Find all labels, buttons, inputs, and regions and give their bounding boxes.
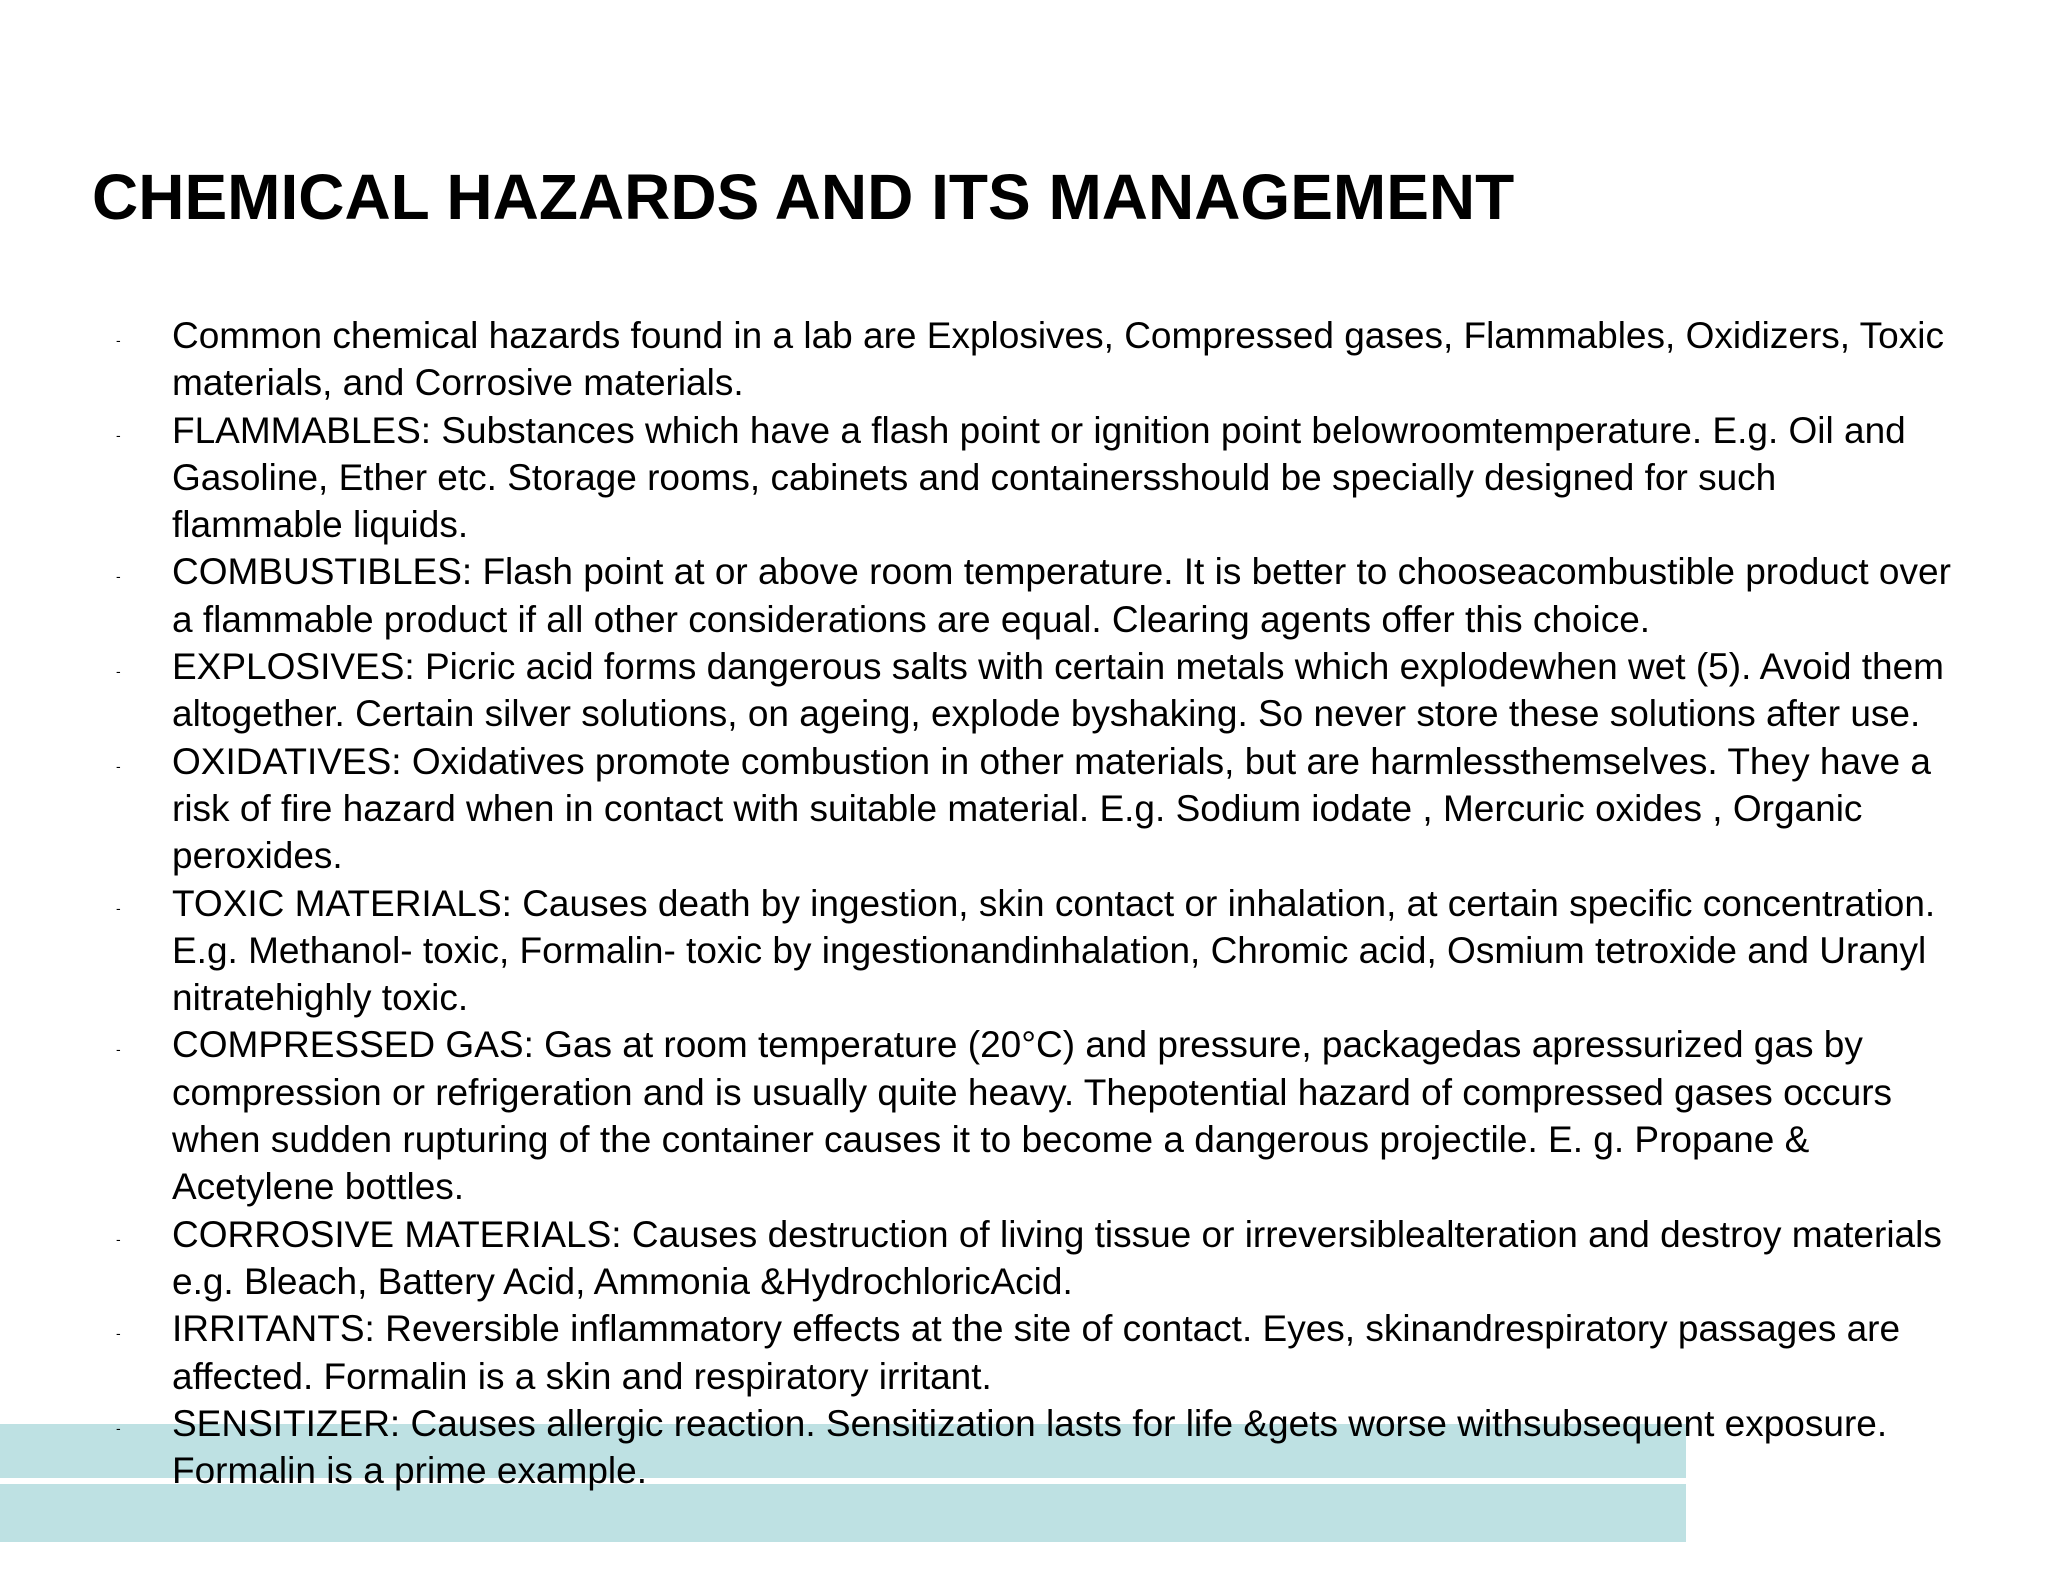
bullet-marker: -: [116, 1419, 121, 1436]
bullet-text: SENSITIZER: Causes allergic reaction. Sensitization lasts for life &gets worse withsubsequent exposure. Formalin is a prime example.: [172, 1402, 1888, 1492]
bullet-text: FLAMMABLES: Substances which have a flash point or ignition point belowroomtemperature. E.g. Oil and Gasoline, Ether etc. Storage rooms, cabinets and containersshould be specially designed for such flammable liquids.: [172, 409, 1906, 546]
bullet-marker: -: [116, 568, 121, 585]
slide-title: CHEMICAL HAZARDS AND ITS MANAGEMENT: [92, 161, 1515, 233]
bullet-list: [0, 312, 2048, 1494]
bullet-item-toxic-materials: [0, 880, 1952, 1022]
bullet-item-combustibles: [0, 548, 1952, 643]
bullet-marker: -: [116, 426, 121, 443]
bullet-marker: -: [116, 899, 121, 916]
bullet-item-sensitizer: [0, 1400, 1952, 1495]
bullet-item-explosives: [0, 643, 1952, 738]
bullet-item-irritants: [0, 1305, 1952, 1400]
bullet-item-flammables: [0, 407, 1952, 549]
bullet-text: COMBUSTIBLES: Flash point at or above room temperature. It is better to chooseacombustible product over a flammable product if all other considerations are equal. Clearing agents offer this choice.: [172, 551, 1951, 640]
bullet-marker: -: [116, 1041, 121, 1058]
bullet-marker: -: [116, 663, 121, 680]
bullet-item-compressed-gas: [0, 1021, 1952, 1210]
bullet-text: Common chemical hazards found in a lab are Explosives, Compressed gases, Flammables, Oxidizers, Toxic materials, and Corrosive materials.: [172, 315, 1944, 404]
bullet-marker: -: [116, 332, 121, 348]
bullet-item-oxidatives: [0, 738, 1952, 880]
bullet-text: CORROSIVE MATERIALS: Causes destruction of living tissue or irreversiblealteration and destroy materials e.g. Bleach, Battery Acid, Ammonia &HydrochloricAcid.: [172, 1213, 1942, 1302]
bullet-text: TOXIC MATERIALS: Causes death by ingestion, skin contact or inhalation, at certain specific concentration. E.g. Methanol- toxic, Formalin- toxic by ingestionandinhalation, Chromic acid, Osmium tetroxide and Uranyl nitratehighly toxic.: [172, 882, 1936, 1019]
bullet-marker: -: [116, 757, 121, 774]
bullet-item-corrosive-materials: [0, 1211, 1952, 1306]
bullet-item-common-hazards: [0, 312, 1952, 407]
bullet-text: IRRITANTS: Reversible inflammatory effects at the site of contact. Eyes, skinandrespiratory passages are affected. Formalin is a skin and respiratory irritant.: [172, 1308, 1901, 1397]
bullet-marker: -: [116, 1230, 121, 1247]
bullet-text: OXIDATIVES: Oxidatives promote combustion in other materials, but are harmlessthemselves. They have a risk of fire hazard when in contact with suitable material. E.g. Sodium iodate , Mercuric oxides , Organic peroxides.: [172, 740, 1931, 877]
bullet-text: COMPRESSED GAS: Gas at room temperature (20°C) and pressure, packagedas apressurized gas by compression or refrigeration and is usually quite heavy. Thepotential hazard of compressed gases occurs when sudden rupturing of the container causes it to become a dangerous projectile. E. g. Propane & Acetylene bottles.: [172, 1024, 1893, 1208]
bullet-marker: -: [116, 1325, 121, 1342]
bullet-text: EXPLOSIVES: Picric acid forms dangerous salts with certain metals which explodewhen wet (5). Avoid them altogether. Certain silver solutions, on ageing, explode byshaking. So never store these solutions after use.: [172, 646, 1945, 735]
